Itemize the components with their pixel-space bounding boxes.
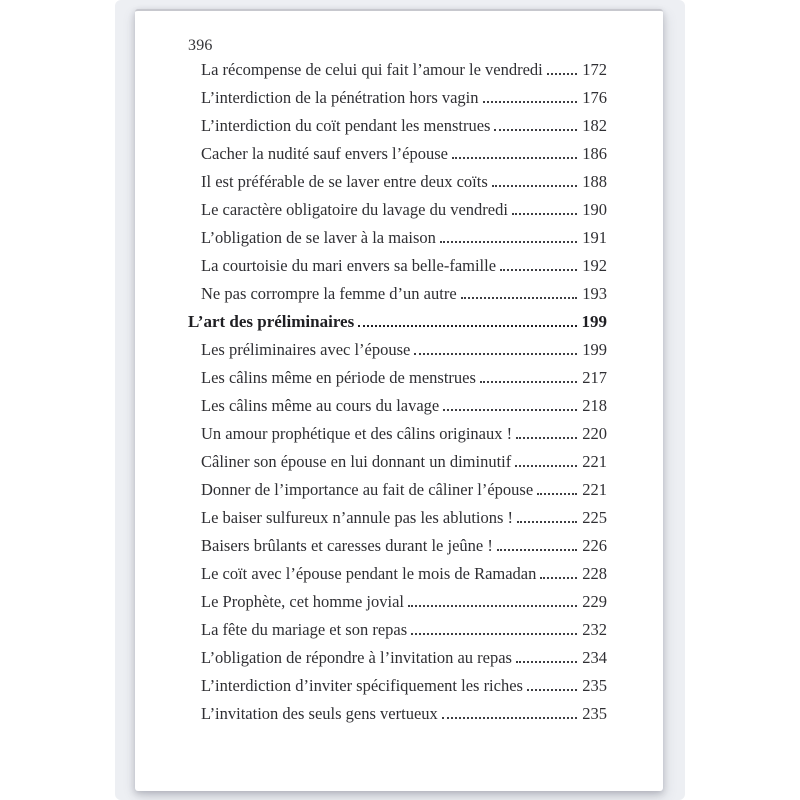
toc-entry-page-number: 190	[582, 200, 607, 219]
dot-leader	[480, 381, 577, 383]
toc-entry-title: L’obligation de se laver à la maison	[201, 228, 436, 247]
dot-leader	[443, 409, 577, 411]
toc-entry	[188, 228, 607, 256]
dot-leader	[411, 633, 577, 635]
toc-entry-page-number: 182	[582, 116, 607, 135]
toc-entry-title: Les câlins même en période de menstrues	[201, 368, 476, 387]
toc-entry-title: Le caractère obligatoire du lavage du vendredi	[201, 200, 508, 219]
toc-entry-title: La récompense de celui qui fait l’amour le vendredi	[201, 60, 543, 79]
toc-entry-page-number: 226	[582, 536, 607, 555]
toc-entry-title: Le coït avec l’épouse pendant le mois de Ramadan	[201, 564, 537, 583]
toc-entry-page-number: 235	[582, 676, 607, 695]
dot-leader	[483, 101, 578, 103]
toc-chapter-heading	[188, 312, 607, 340]
toc-entry	[188, 116, 607, 144]
toc-entry-title: La courtoisie du mari envers sa belle-famille	[201, 256, 497, 275]
toc-entry-page-number: 193	[582, 284, 607, 303]
dot-leader	[414, 353, 577, 355]
toc-entry-title: Il est préférable de se laver entre deux coïts	[201, 172, 488, 191]
toc-entry-title: L’invitation des seuls gens vertueux	[201, 704, 438, 723]
dot-leader	[517, 521, 577, 523]
toc-entry-page-number: 176	[582, 88, 607, 107]
toc-entry	[188, 256, 607, 284]
toc-entry	[188, 144, 607, 172]
toc-entry	[188, 676, 607, 704]
toc-entry-page-number: 217	[582, 368, 607, 387]
toc-entry-page-number: 221	[582, 480, 607, 499]
toc-entry	[188, 396, 607, 424]
toc-entry-title: Câliner son épouse en lui donnant un diminutif	[201, 452, 512, 471]
toc-entry-page-number: 235	[582, 704, 607, 723]
book-page	[135, 9, 663, 791]
toc-entry	[188, 200, 607, 228]
toc-entry	[188, 88, 607, 116]
toc-entry	[188, 704, 607, 732]
toc-entry-title: L’art des préliminaires	[188, 312, 355, 331]
toc-entry-page-number: 232	[582, 620, 607, 639]
toc-entry-title: L’interdiction du coït pendant les menstrues	[201, 116, 491, 135]
page-number: 396	[188, 37, 213, 54]
dot-leader	[492, 185, 577, 187]
toc-entry-page-number: 228	[582, 564, 607, 583]
toc-entry-page-number: 234	[582, 648, 607, 667]
toc-entry-title: Donner de l’importance au fait de câliner l’épouse	[201, 480, 534, 499]
toc-entry-title: Ne pas corrompre la femme d’un autre	[201, 284, 457, 303]
toc-entry-title: La fête du mariage et son repas	[201, 620, 408, 639]
toc-entry-page-number: 188	[582, 172, 607, 191]
toc-entry-page-number: 218	[582, 396, 607, 415]
dot-leader	[547, 73, 577, 75]
dot-leader	[408, 605, 577, 607]
toc-entry-page-number: 199	[581, 312, 607, 331]
toc-entry-title: Baisers brûlants et caresses durant le jeûne !	[201, 536, 493, 555]
toc-entry-page-number: 229	[582, 592, 607, 611]
dot-leader	[527, 689, 577, 691]
toc-entry-title: Les préliminaires avec l’épouse	[201, 340, 411, 359]
toc-entry-title: L’obligation de répondre à l’invitation au repas	[201, 648, 512, 667]
dot-leader	[440, 241, 577, 243]
dot-leader	[515, 465, 577, 467]
toc-entry-page-number: 191	[582, 228, 607, 247]
dot-leader	[537, 493, 577, 495]
toc-entry-title: L’interdiction de la pénétration hors vagin	[201, 88, 479, 107]
toc-entry-title: Le Prophète, cet homme jovial	[201, 592, 404, 611]
toc-entry-page-number: 172	[582, 60, 607, 79]
toc-entry-title: Les câlins même au cours du lavage	[201, 396, 440, 415]
toc-entry	[188, 172, 607, 200]
toc-entry	[188, 60, 607, 88]
toc-entry-title: Cacher la nudité sauf envers l’épouse	[201, 144, 448, 163]
toc-entry	[188, 648, 607, 676]
toc-entry	[188, 284, 607, 312]
dot-leader	[497, 549, 577, 551]
dot-leader	[540, 577, 577, 579]
dot-leader	[516, 437, 577, 439]
toc-entry	[188, 480, 607, 508]
table-of-contents	[188, 60, 607, 732]
toc-entry	[188, 620, 607, 648]
toc-entry-page-number: 220	[582, 424, 607, 443]
toc-entry	[188, 592, 607, 620]
toc-entry-page-number: 221	[582, 452, 607, 471]
dot-leader	[461, 297, 578, 299]
toc-entry	[188, 368, 607, 396]
dot-leader	[500, 269, 577, 271]
dot-leader	[494, 129, 577, 131]
toc-entry	[188, 508, 607, 536]
dot-leader	[516, 661, 577, 663]
page-content	[135, 11, 663, 732]
dot-leader	[442, 717, 577, 719]
toc-entry	[188, 564, 607, 592]
toc-entry	[188, 452, 607, 480]
dot-leader	[512, 213, 577, 215]
dot-leader	[452, 157, 577, 159]
toc-entry-title: Le baiser sulfureux n’annule pas les ablutions !	[201, 508, 514, 527]
toc-entry-page-number: 192	[582, 256, 607, 275]
toc-entry-title: L’interdiction d’inviter spécifiquement les riches	[201, 676, 523, 695]
toc-entry-title: Un amour prophétique et des câlins originaux !	[201, 424, 513, 443]
toc-entry-page-number: 199	[582, 340, 607, 359]
dot-leader	[358, 325, 576, 327]
toc-entry-page-number: 186	[582, 144, 607, 163]
toc-entry	[188, 536, 607, 564]
toc-entry	[188, 340, 607, 368]
toc-entry	[188, 424, 607, 452]
toc-entry-page-number: 225	[582, 508, 607, 527]
